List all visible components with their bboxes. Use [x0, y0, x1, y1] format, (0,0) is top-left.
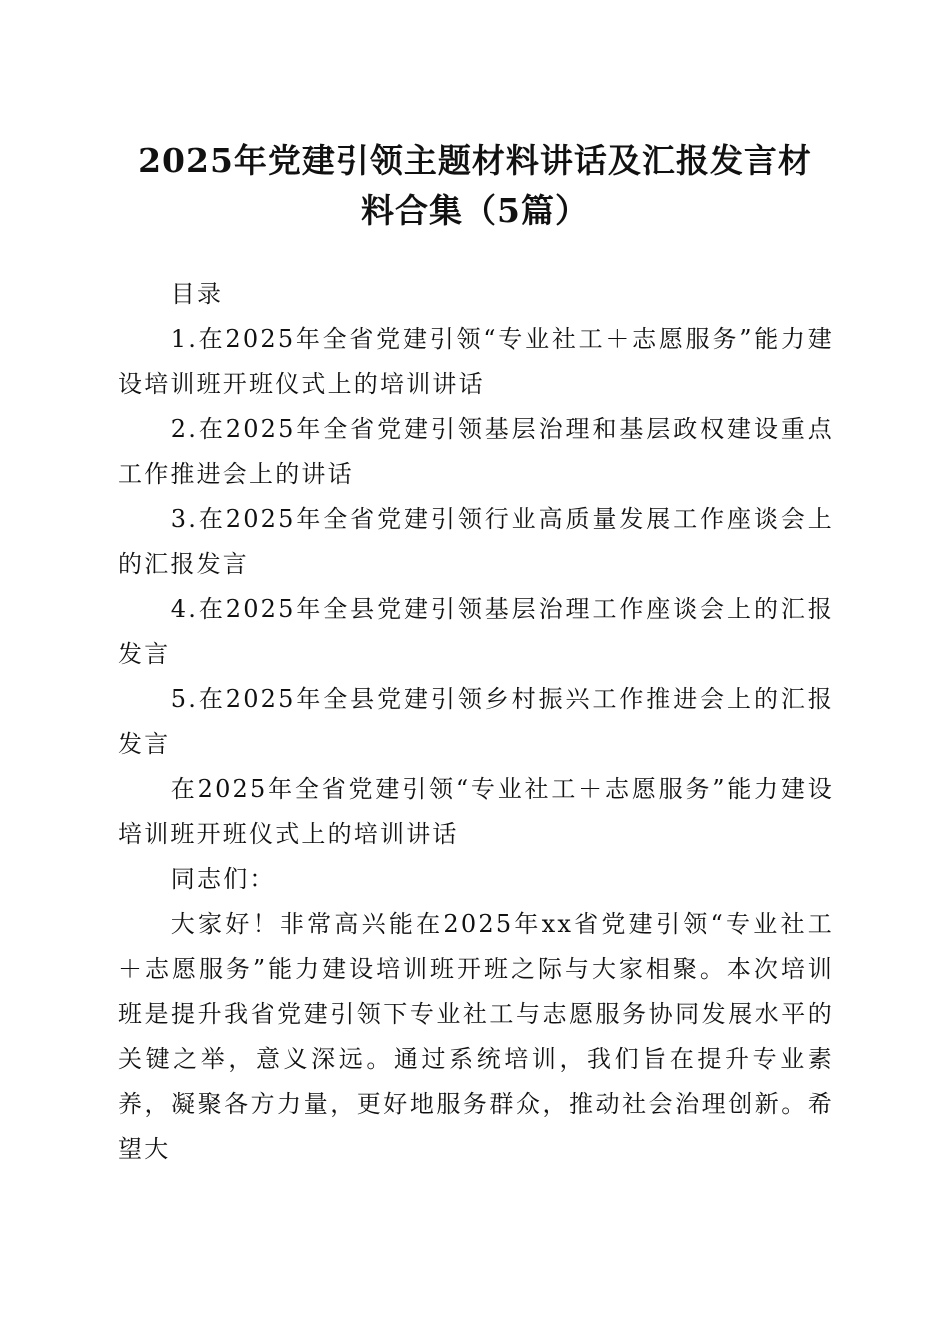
salutation: 同志们： — [170, 865, 276, 893]
toc-item-3: 3.在2025年全省党建引领行业高质量发展工作座谈会上的汇报发言 — [118, 505, 834, 578]
document-title — [110, 136, 840, 236]
toc-item-1: 1.在2025年全省党建引领“专业社工＋志愿服务”能力建设培训班开班仪式上的培训讲话 — [118, 325, 834, 398]
toc-heading: 目录 — [170, 280, 224, 308]
toc-item-2: 2.在2025年全省党建引领基层治理和基层政权建设重点工作推进会上的讲话 — [118, 415, 834, 488]
title-line-2: 料合集（5篇） — [361, 191, 589, 230]
document-body — [118, 272, 834, 1172]
title-line-1: 2025年党建引领主题材料讲话及汇报发言材 — [138, 141, 812, 180]
toc-item-5: 5.在2025年全县党建引领乡村振兴工作推进会上的汇报发言 — [118, 685, 834, 758]
toc-item-4: 4.在2025年全县党建引领基层治理工作座谈会上的汇报发言 — [118, 595, 834, 668]
body-paragraph: 大家好！非常高兴能在2025年xx省党建引领“专业社工＋志愿服务”能力建设培训班开班之际与大家相聚。本次培训班是提升我省党建引领下专业社工与志愿服务协同发展水平的关键之举，意义深远。通过系统培训，我们旨在提升专业素养，凝聚各方力量，更好地服务群众，推动社会治理创新。希望大 — [118, 910, 834, 1163]
section-title: 在2025年全省党建引领“专业社工＋志愿服务”能力建设培训班开班仪式上的培训讲话 — [118, 775, 834, 848]
